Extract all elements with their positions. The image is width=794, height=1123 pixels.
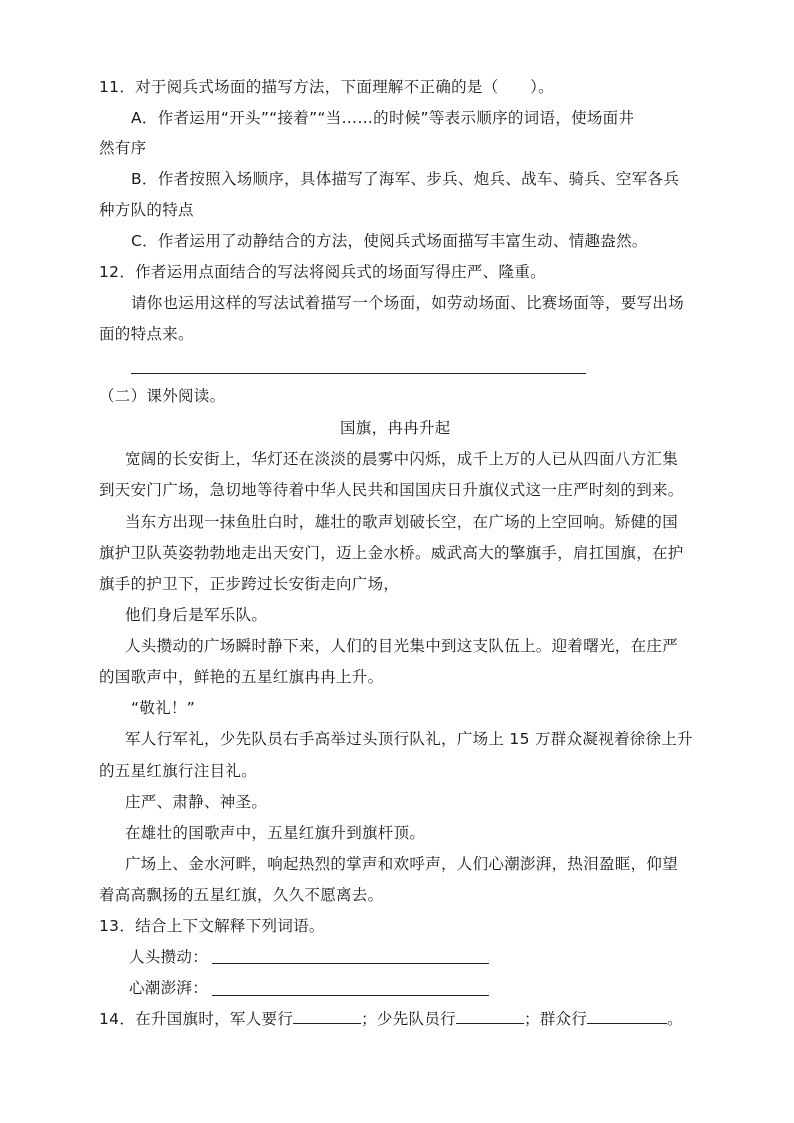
q14-line bbox=[99, 1008, 683, 1030]
q13-word-1-label: 人头攒动： bbox=[129, 948, 209, 966]
q11-option-b-line1: B．作者按照入场顺序，具体描写了海军、步兵、炮兵、战车、骑兵、空军各兵 bbox=[131, 170, 680, 188]
q11-option-a-line1: A．作者运用“开头”“接着”“当……的时候”等表示顺序的词语，使场面井 bbox=[131, 109, 635, 127]
passage-line: 到天安门广场，急切地等待着中华人民共和国国庆日升旗仪式这一庄严时刻的到来。 bbox=[99, 481, 684, 499]
q12-task-line2: 面的特点来。 bbox=[99, 325, 194, 343]
q12-stem: 12．作者运用点面结合的写法将阅兵式的场面写得庄严、隆重。 bbox=[99, 263, 546, 281]
passage-line: 旗手的护卫下，正步跨过长安街走向广场， bbox=[99, 575, 400, 593]
section-heading: （二）课外阅读。 bbox=[99, 387, 226, 405]
q14-part-2: ；少先队员行 bbox=[361, 1010, 456, 1028]
q13-word-2-answer-line[interactable] bbox=[212, 995, 489, 996]
passage-line: 的国歌声中，鲜艳的五星红旗冉冉上升。 bbox=[99, 668, 384, 686]
q14-blank-pioneers[interactable] bbox=[456, 1008, 524, 1024]
q11-option-c: C．作者运用了动静结合的方法，使阅兵式场面描写丰富生动、情趣盎然。 bbox=[131, 232, 648, 250]
passage-line: 在雄壮的国歌声中，五星红旗升到旗杆顶。 bbox=[125, 824, 426, 842]
passage-line: 庄严、肃静、神圣。 bbox=[125, 793, 268, 811]
q13-stem: 13．结合上下文解释下列词语。 bbox=[99, 917, 325, 935]
q13-word-2-label: 心潮澎湃： bbox=[129, 979, 209, 997]
q12-answer-line[interactable] bbox=[131, 373, 586, 374]
passage-line: 人头攒动的广场瞬时静下来，人们的目光集中到这支队伍上。迎着曙光，在庄严 bbox=[125, 637, 679, 655]
passage-line: 当东方出现一抹鱼肚白时，雄壮的歌声划破长空，在广场的上空回响。矫健的国 bbox=[125, 513, 679, 531]
q13-word-1-answer-line[interactable] bbox=[212, 963, 489, 964]
q12-task-line1: 请你也运用这样的写法试着描写一个场面，如劳动场面、比赛场面等，要写出场 bbox=[131, 294, 685, 312]
passage-line: 着高高飘扬的五星红旗，久久不愿离去。 bbox=[99, 886, 384, 904]
passage-line: 军人行军礼，少先队员右手高举过头顶行队礼，广场上 15 万群众凝视着徐徐上升 bbox=[125, 730, 693, 748]
passage-line: 他们身后是军乐队。 bbox=[125, 606, 268, 624]
q14-blank-soldiers[interactable] bbox=[293, 1008, 361, 1024]
q11-option-b-line2: 种方队的特点 bbox=[99, 201, 194, 219]
passage-line: 旗护卫队英姿勃勃地走出天安门，迈上金水桥。威武高大的擎旗手，肩扛国旗，在护 bbox=[99, 544, 684, 562]
passage-line: “敬礼！” bbox=[131, 699, 196, 717]
q11-option-a-line2: 然有序 bbox=[99, 139, 147, 157]
passage-line: 宽阔的长安街上，华灯还在淡淡的晨雾中闪烁，成千上万的人已从四面八方汇集 bbox=[125, 450, 679, 468]
passage-title: 国旗，冉冉升起 bbox=[340, 419, 451, 437]
passage-line: 的五星红旗行注目礼。 bbox=[99, 762, 258, 780]
q14-part-1: 14．在升国旗时，军人要行 bbox=[99, 1010, 294, 1028]
q14-part-4: 。 bbox=[667, 1010, 683, 1028]
passage-line: 广场上、金水河畔，响起热烈的掌声和欢呼声，人们心潮澎湃，热泪盈眶，仰望 bbox=[125, 855, 679, 873]
q14-part-3: ；群众行 bbox=[523, 1010, 588, 1028]
q14-blank-crowd[interactable] bbox=[587, 1008, 667, 1024]
q11-stem: 11．对于阅兵式场面的描写方法，下面理解不正确的是（ ）。 bbox=[99, 78, 554, 96]
